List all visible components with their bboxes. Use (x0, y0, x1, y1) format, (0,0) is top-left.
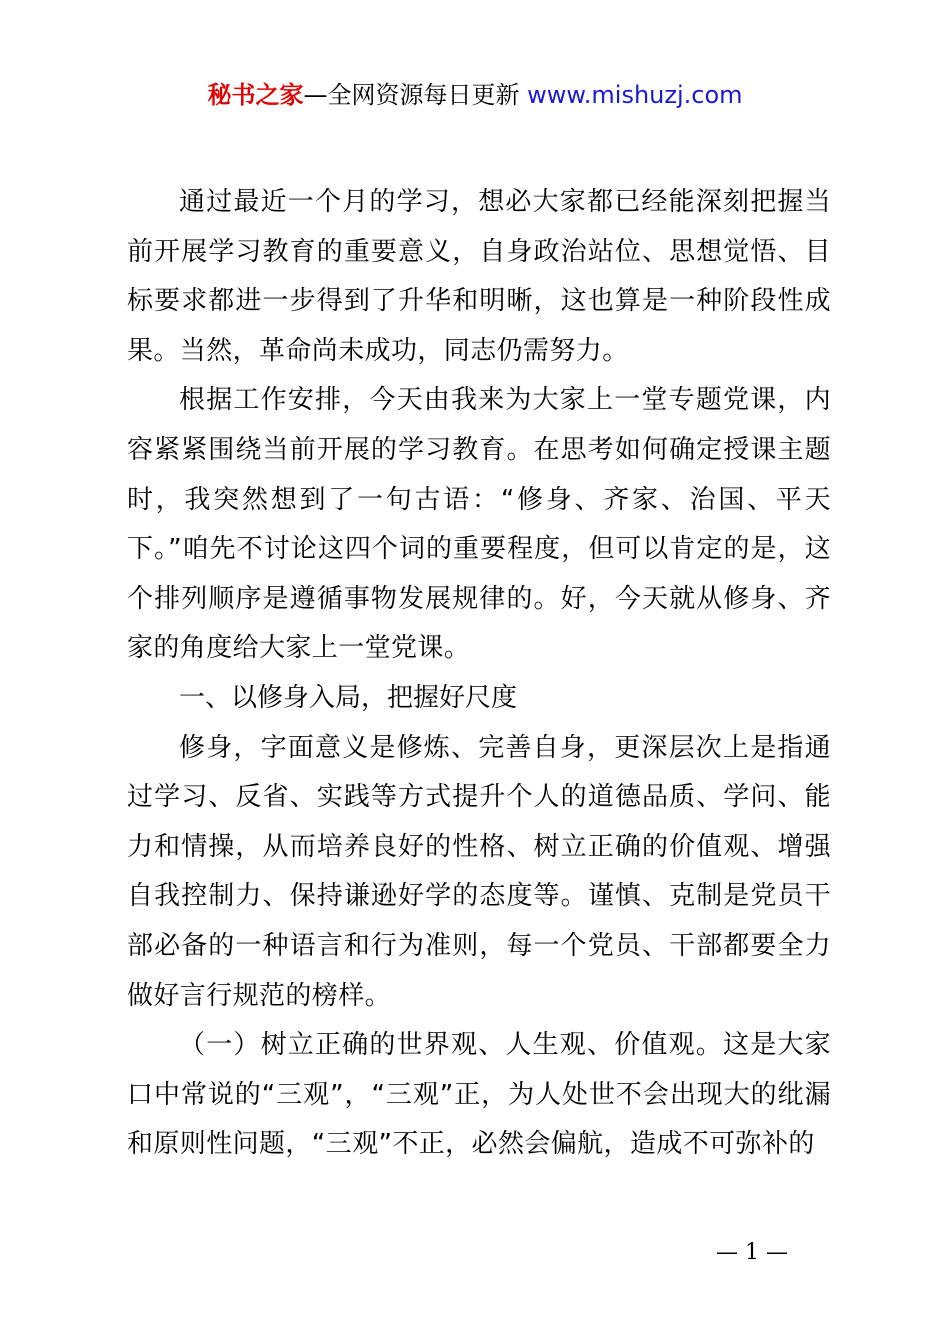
header-tagline: —全网资源每日更新 (303, 81, 528, 109)
section-heading-1: 一、以修身入局，把握好尺度 (179, 682, 518, 713)
brand-name: 秘书之家 (207, 81, 304, 109)
paragraph-self-cultivation: 修身，字面意义是修炼、完善自身，更深层次上是指通过学习、反省、实践等方式提升个人的道德品质、学问、能力和情操，从而培养良好的性格、树立正确的价值观、增强自我控制力、保持谦逊好学的态度等。谨慎、克制是党员干部必备的一种语言和行为准则，每一个党员、干部都要全力做好言行规范的榜样。 (127, 732, 831, 1011)
site-url[interactable]: www.mishuzj.com (527, 81, 743, 109)
page-number: — 1 — (716, 1240, 788, 1265)
paragraph-intro: 通过最近一个月的学习，想必大家都已经能深刻把握当前开展学习教育的重要意义，自身政治站位、思想觉悟、目标要求都进一步得到了升华和明晰，这也算是一种阶段性成果。当然，革命尚未成功，同志仍需努力。 (127, 187, 831, 366)
paragraph-three-views: （一）树立正确的世界观、人生观、价值观。这是大家口中常说的“三观”，“三观”正，为人处世不会出现大的纰漏和原则性问题，“三观”不正，必然会偏航，造成不可弥补的 (127, 1030, 831, 1160)
document-body (127, 178, 831, 1170)
page-header (0, 78, 950, 112)
paragraph-topic: 根据工作安排，今天由我来为大家上一堂专题党课，内容紧紧围绕当前开展的学习教育。在思考如何确定授课主题时，我突然想到了一句古语：“修身、齐家、治国、平天下。”咱先不讨论这四个词的重要程度，但可以肯定的是，这个排列顺序是遵循事物发展规律的。好，今天就从修身、齐家的角度给大家上一堂党课。 (127, 385, 831, 664)
